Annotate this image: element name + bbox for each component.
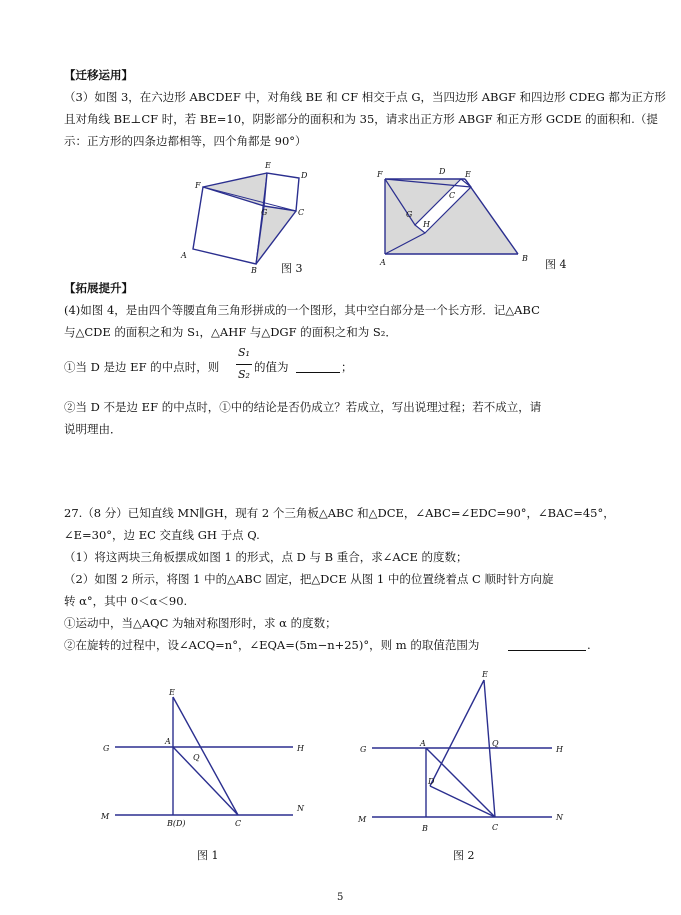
fig4-label-d: D (439, 167, 446, 176)
fig2-label-c: C (492, 823, 499, 832)
problem4-line1: (4)如图 4，是由四个等腰直角三角形拼成的一个图形，其中空白部分是一个长方形．记△ABC (64, 303, 540, 317)
fig2-label-b: B (422, 824, 428, 833)
fig3-caption: 图 3 (281, 262, 303, 275)
fig4-label-h: H (423, 220, 430, 229)
fig1-label-h: H (297, 744, 304, 753)
fig2-label-e: E (482, 670, 488, 679)
fig4-label-b: B (522, 254, 528, 263)
fig1-line-ec (173, 697, 238, 815)
fig1-label-bd: B(D) (167, 819, 186, 828)
fig3-label-a: A (181, 251, 187, 260)
fraction-denominator: S₂ (238, 368, 250, 381)
fig4-label-g: G (406, 210, 413, 219)
section-heading-transfer: 【迁移运用】 (64, 68, 133, 82)
answer-blank-1[interactable] (296, 360, 340, 373)
fig2-label-d: D (428, 777, 435, 786)
fig1-label-g: G (103, 744, 110, 753)
fig1-label-q: Q (193, 753, 200, 762)
fig2-line-dc (430, 786, 495, 817)
problem27-line7-end: . (587, 638, 591, 652)
fig2-label-n: N (556, 813, 563, 822)
fig3-label-b: B (251, 266, 257, 275)
question4-2-line2: 说明理由． (64, 422, 122, 436)
fraction-numerator: S₁ (238, 346, 250, 359)
fig2-label-q: Q (492, 739, 499, 748)
problem27-line4: （2）如图 2 所示，将图 1 中的△ABC 固定，把△DCE 从图 1 中的位置绕着点 C 顺时针方向旋 (64, 572, 554, 586)
fig1-label-m: M (101, 812, 110, 821)
problem4-line2: 与△CDE 的面积之和为 S₁，△AHF 与△DGF 的面积之和为 S₂． (64, 325, 397, 339)
page-number: 5 (337, 892, 344, 903)
fig2-line-ed (430, 680, 484, 786)
fig2-label-h: H (556, 745, 563, 754)
question4-1-suffix: 的值为 (254, 360, 289, 374)
fig4-label-e: E (465, 170, 471, 179)
problem3-line1: （3）如图 3，在六边形 ABCDEF 中，对角线 BE 和 CF 相交于点 G，当四边形 ABGF 和四边形 CDEG 都为正方形 (64, 90, 666, 104)
problem27-line7-prefix: ②在旋转的过程中，设∠ACQ=n°，∠EQA=(5m−n+25)°，则 m 的取值范围为 (64, 638, 480, 652)
fig2-caption: 图 2 (453, 849, 475, 862)
fig3-label-d: D (301, 171, 308, 180)
problem3-line3: 示：正方形的四条边都相等，四个角都是 90°） (64, 134, 307, 148)
fig1-label-a: A (165, 737, 171, 746)
fig4-caption: 图 4 (545, 258, 567, 271)
fraction-bar (236, 364, 252, 365)
problem27-line2: ∠E=30°，边 EC 交直线 GH 于点 Q. (64, 528, 260, 542)
figure-1 (95, 685, 315, 830)
problem27-line6: ①运动中，当△AQC 为轴对称图形时，求 α 的度数； (64, 616, 337, 630)
fig3-label-e: E (265, 161, 271, 170)
fig2-label-a: A (420, 739, 426, 748)
fig1-label-e: E (169, 688, 175, 697)
figure-4 (372, 165, 537, 265)
fig4-label-a: A (380, 258, 386, 265)
figure-2 (350, 668, 575, 838)
problem27-line1: 27.（8 分）已知直线 MN∥GH，现有 2 个三角板△ABC 和△DCE，∠ABC=∠EDC=90°，∠BAC=45°， (64, 506, 615, 520)
problem27-line5: 转 α°，其中 0＜α＜90. (64, 594, 188, 608)
fig1-label-c: C (235, 819, 242, 828)
fig3-label-c: C (298, 208, 305, 217)
question4-2-line1: ②当 D 不是边 EF 的中点时，①中的结论是否仍成立？若成立，写出说理过程；若不成立，请 (64, 400, 542, 414)
problem3-line2: 且对角线 BE⊥CF 时，若 BE=10，阴影部分的面积和为 35，请求出正方形 ABGF 和正方形 GCDE 的面积和.（提 (64, 112, 658, 126)
figure-3 (175, 160, 315, 275)
fig2-label-m: M (358, 815, 367, 824)
section-heading-extend: 【拓展提升】 (64, 281, 133, 295)
fig3-label-f: F (195, 181, 201, 190)
problem27-line3: （1）将这两块三角板摆成如图 1 的形式，点 D 与 B 重合，求∠ACE 的度数； (64, 550, 468, 564)
fig2-label-g: G (360, 745, 367, 754)
fig1-caption: 图 1 (197, 849, 219, 862)
answer-blank-2[interactable] (508, 638, 586, 651)
question4-1-end: ； (341, 360, 353, 374)
question4-1-prefix: ①当 D 是边 EF 的中点时，则 (64, 360, 220, 374)
fig3-square-cdeg (264, 173, 299, 211)
fig3-label-g: G (261, 208, 268, 217)
fig4-label-f: F (377, 170, 383, 179)
fig2-line-ac (426, 748, 495, 817)
fig4-label-c: C (449, 191, 456, 200)
fig1-label-n: N (297, 804, 304, 813)
